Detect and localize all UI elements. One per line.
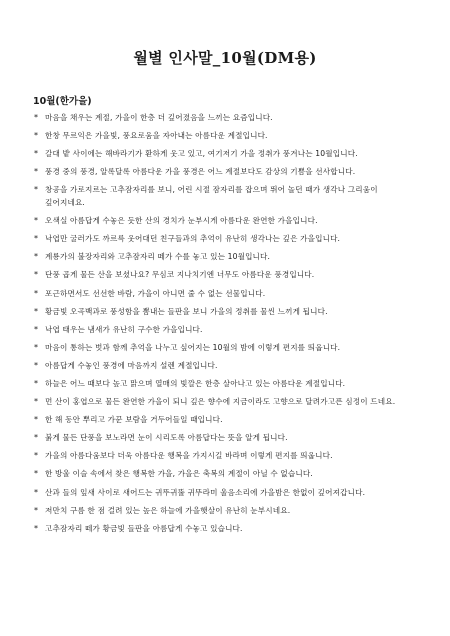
greeting-text: 갈대 밭 사이에는 해바라기가 환하게 웃고 있고, 여기저기 가을 정취가 풍겨나는 10월입니다. [45, 149, 358, 159]
greeting-list [33, 112, 419, 541]
asterisk-bullet-icon: * [34, 234, 39, 244]
list-item [33, 112, 419, 125]
greeting-text: 한 해 동안 뿌리고 가꾼 보람을 거두어들일 때입니다. [45, 415, 223, 425]
greeting-text: 아름답게 수놓인 풍경에 마음까지 설렌 계절입니다. [45, 360, 218, 370]
greeting-text: 오색실 아름답게 수놓은 듯한 산의 경치가 눈부시게 아름다운 완연한 가을입니다. [45, 216, 318, 226]
list-item [33, 450, 419, 463]
asterisk-bullet-icon: * [34, 415, 39, 425]
asterisk-bullet-icon: * [34, 185, 39, 195]
asterisk-bullet-icon: * [34, 342, 39, 352]
greeting-text: 포근하면서도 선선한 바람, 가을이 아니면 줄 수 없는 선물입니다. [45, 288, 266, 298]
greeting-text: 마음이 통하는 벗과 함께 추억을 나누고 싶어지는 10월의 밤에 이렇게 편지를 띄웁니다. [45, 342, 341, 352]
list-item [33, 251, 419, 264]
list-item [33, 166, 419, 179]
asterisk-bullet-icon: * [34, 324, 39, 334]
greeting-text: 먼 산이 홍엽으로 물든 완연한 가을이 되니 깊은 향수에 지금이라도 고향으로 달려가고픈 심정이 드네요. [45, 397, 396, 407]
list-item [33, 215, 419, 228]
greeting-text: 한창 무르익은 가을빛, 풍요로움을 자아내는 아름다운 계절입니다. [45, 131, 268, 141]
list-item [33, 269, 419, 282]
asterisk-bullet-icon: * [34, 288, 39, 298]
list-item [33, 360, 419, 373]
asterisk-bullet-icon: * [34, 451, 39, 461]
list-item [33, 487, 419, 500]
greeting-text: 계룡가의 불장자리와 고추잠자리 떼가 수를 놓고 있는 10월입니다. [45, 252, 271, 262]
list-item [33, 184, 419, 209]
list-item [33, 396, 419, 409]
list-item [33, 505, 419, 518]
greeting-text: 한 방울 이슬 속에서 찾은 행복한 가을, 가을은 축복의 계절이 아닐 수 없습니다. [45, 469, 313, 479]
greeting-text: 고추잠자리 떼가 황금빛 들판을 아름답게 수놓고 있습니다. [45, 523, 243, 533]
greeting-text: 단풍 곱게 물든 산을 보셨나요? 무심코 지나치기엔 너무도 아름다운 풍경입니다. [45, 270, 315, 280]
asterisk-bullet-icon: * [34, 433, 39, 443]
asterisk-bullet-icon: * [34, 131, 39, 141]
greeting-text: 낙엽 태우는 냄새가 유난히 구수한 가을입니다. [45, 324, 203, 334]
asterisk-bullet-icon: * [34, 469, 39, 479]
asterisk-bullet-icon: * [34, 487, 39, 497]
asterisk-bullet-icon: * [34, 397, 39, 407]
asterisk-bullet-icon: * [34, 270, 39, 280]
asterisk-bullet-icon: * [34, 523, 39, 533]
asterisk-bullet-icon: * [34, 360, 39, 370]
list-item [33, 342, 419, 355]
greeting-text: 산과 들의 잎새 사이로 새어드는 귀뚜귀뚤 귀뚜라미 울음소리에 가을밤은 한없이 깊어져갑니다. [45, 487, 366, 497]
list-item [33, 432, 419, 445]
list-item [33, 130, 419, 143]
asterisk-bullet-icon: * [34, 113, 39, 122]
document-title: 월별 인사말_10월(DM용) [133, 49, 317, 67]
section-heading: 10월(한가을) [33, 96, 92, 107]
list-item [33, 288, 419, 301]
list-item [33, 306, 419, 319]
list-item [33, 468, 419, 481]
greeting-text: 창공을 가로지르는 고추잠자리를 보니, 어린 시절 잠자리를 잡으며 뛰어 놀던 때가 생각나 그리움이 깊어지네요. [45, 185, 378, 208]
list-item [33, 414, 419, 427]
asterisk-bullet-icon: * [34, 505, 39, 515]
greeting-text: 풍경 중의 풍경, 알록달록 아름다운 가을 풍경은 어느 계절보다도 감상의 기쁨을 선사합니다. [45, 167, 356, 177]
list-item [33, 148, 419, 161]
asterisk-bullet-icon: * [34, 252, 39, 262]
asterisk-bullet-icon: * [34, 379, 39, 389]
greeting-text: 가을의 아름다움보다 더욱 아름다운 행복을 가지시길 바라며 이렇게 편지를 띄웁니다. [45, 451, 333, 461]
asterisk-bullet-icon: * [34, 216, 39, 226]
greeting-text: 마음을 채우는 계절, 가을이 한층 더 깊어졌음을 느끼는 요즘입니다. [45, 113, 273, 122]
greeting-text: 낙엽만 굴러가도 까르륵 웃어대던 친구들과의 추억이 유난히 생각나는 깊은 가을입니다. [45, 234, 341, 244]
greeting-text: 저만치 구름 한 점 걸려 있는 높은 하늘에 가을햇살이 유난히 눈부시네요. [45, 505, 291, 515]
asterisk-bullet-icon: * [34, 167, 39, 177]
asterisk-bullet-icon: * [34, 149, 39, 159]
greeting-text: 붉게 물든 단풍을 보노라면 눈이 시리도록 아름답다는 뜻을 알게 됩니다. [45, 433, 288, 443]
greeting-text: 하늘은 어느 때보다 높고 맑으며 열매의 빛깔은 한층 살아나고 있는 아름다운 계절입니다. [45, 379, 346, 389]
list-item [33, 523, 419, 536]
greeting-text: 황금빛 오곡백과로 풍성함을 뽐내는 들판을 보니 가을의 정취를 물씬 느끼게 됩니다. [45, 306, 328, 316]
list-item [33, 378, 419, 391]
asterisk-bullet-icon: * [34, 306, 39, 316]
list-item [33, 233, 419, 246]
list-item [33, 324, 419, 337]
